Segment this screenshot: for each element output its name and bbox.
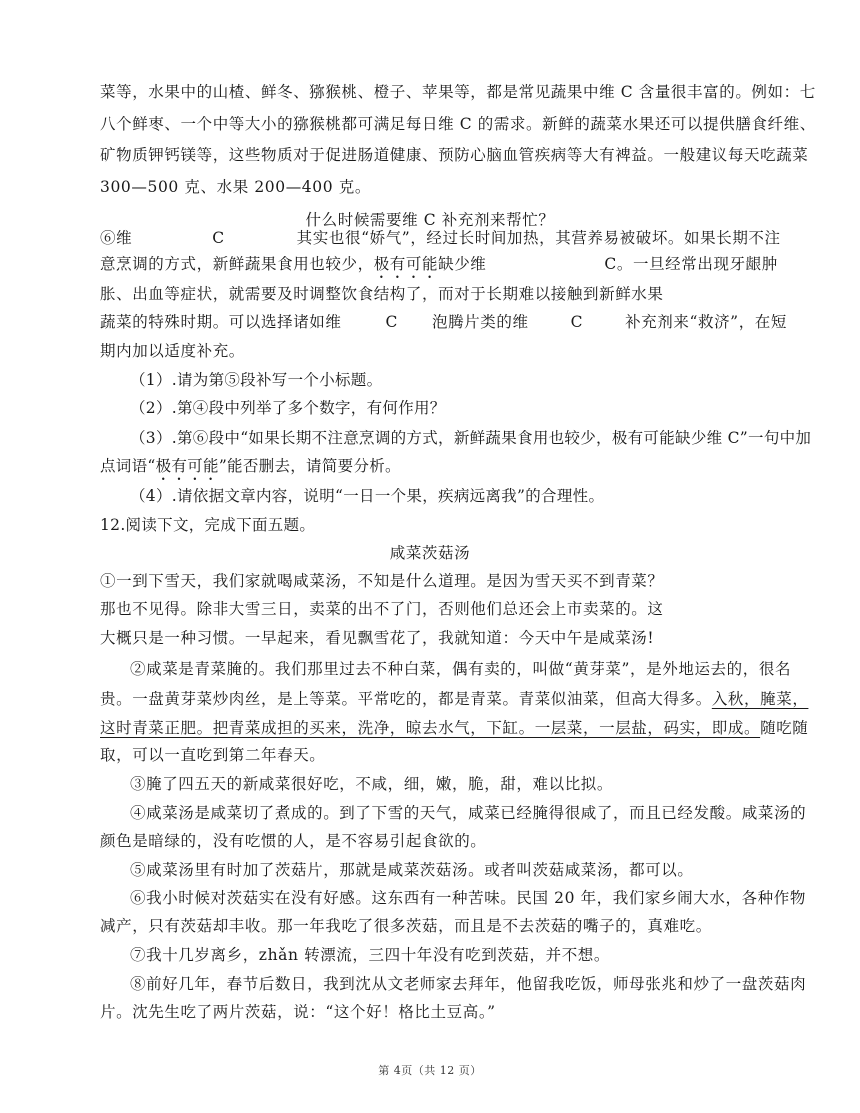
text-segment: 蔬菜的特殊时期。可以选择诸如维: [100, 313, 342, 331]
text-segment: 缺少维: [438, 255, 487, 273]
paragraph-line: ③腌了四五天的新咸菜很好吃，不咸，细，嫩，脆，甜，难以比拟。: [130, 775, 614, 793]
section-heading: 什么时候需要维 C 补充剂来帮忙？: [305, 211, 555, 229]
question-2: （2）.第④段中列举了多个数字，有何作用？: [130, 399, 446, 417]
question-12-intro: 12.阅读下文，完成下面五题。: [100, 516, 316, 534]
question-3-continued: [100, 456, 760, 484]
underlined-text: 这时青菜正肥。把青菜成担的买来，洗净，晾去水气，下缸。一层菜，一层盐，码实，即成。: [100, 719, 761, 737]
text-segment: 意烹调的方式，新鲜蔬果食用也较少，: [100, 255, 374, 273]
paragraph-line: [100, 718, 809, 738]
paragraph-line: 300—500 克、水果 200—400 克。: [100, 178, 371, 196]
text-segment: ⑥维: [100, 229, 133, 247]
paragraph-line: ②咸菜是青菜腌的。我们那里过去不种白菜，偶有卖的，叫做“黄芽菜”，是外地运去的，很名: [130, 660, 792, 678]
text-segment: C: [212, 229, 225, 247]
paragraph-line: 片。沈先生吃了两片茨菇，说：“这个好！格比土豆高。”: [100, 1003, 496, 1021]
paragraph-line: ⑧前好几年，春节后数日，我到沈从文老师家去拜年，他留我吃饭，师母张兆和炒了一盘茨菇肉: [130, 975, 807, 993]
paragraph-line: [100, 228, 781, 248]
text-segment: 点词语“: [100, 457, 156, 475]
paragraph-line: [100, 254, 778, 282]
text-segment: C: [570, 313, 584, 331]
paragraph-line: 颜色是暗绿的，没有吃惯的人，是不容易引起食欲的。: [100, 832, 487, 850]
text-segment: 泡腾片类的维: [431, 313, 529, 331]
paragraph-line: ⑦我十几岁离乡，zhǎn 转漂流，三四十年没有吃到茨菇，并不想。: [130, 946, 611, 964]
paragraph-line: [100, 689, 809, 709]
question-1: （1）.请为第⑤段补写一个小标题。: [130, 371, 383, 389]
paragraph-line: 胀、出血等症状，就需要及时调整饮食结构了，而对于长期难以接触到新鲜水果: [100, 285, 664, 303]
paragraph-line: [100, 312, 788, 332]
text-segment: C: [385, 313, 398, 331]
paragraph-line: ⑤咸菜汤里有时加了茨菇片，那就是咸菜茨菇汤。或者叫茨菇咸菜汤，都可以。: [130, 861, 694, 879]
underlined-text: 入秋，腌菜，: [711, 690, 809, 708]
emphasis-dots-text: 极有可能: [373, 255, 439, 273]
text-segment: ”能否删去，请简要分析。: [218, 457, 401, 475]
paragraph-line: ④咸菜汤是咸菜切了煮成的。到了下雪的天气，咸菜已经腌得很咸了，而且已经发酸。咸菜汤的: [130, 804, 807, 822]
paragraph-line: 减产，只有茨菇却丰收。那一年我吃了很多茨菇，而且是不去茨菇的嘴子的，真难吃。: [100, 917, 712, 935]
paragraph-line: 那也不见得。除非大雪三日，卖菜的出不了门，否则他们总还会上市卖菜的。这: [100, 600, 664, 618]
text-segment: C。一旦经常出现牙龈肿: [604, 255, 778, 273]
question-3: （3）.第⑥段中“如果长期不注意烹调的方式，新鲜蔬果食用也较少，极有可能缺少维 C”一句中加: [130, 429, 812, 447]
paragraph-line: 取，可以一直吃到第二年春天。: [100, 746, 326, 764]
text-segment: 随吃随: [760, 719, 809, 737]
text-segment: 其实也很“娇气”，经过长时间加热，其营养易被破坏。如果长期不注: [296, 229, 781, 247]
paragraph-line: ①一到下雪天，我们家就喝咸菜汤，不知是什么道理。是因为雪天买不到青菜？: [100, 572, 664, 590]
paragraph-line: 大概只是一种习惯。一早起来，看见飘雪花了，我就知道：今天中午是咸菜汤!: [100, 629, 655, 647]
paragraph-line: 八个鲜枣、一个中等大小的猕猴桃都可满足每日维 C 的需求。新鲜的蔬菜水果还可以提供膳食纤维、: [100, 115, 816, 133]
text-segment: 补充剂来“救济”，在短: [625, 313, 788, 331]
text-segment: 贵。一盘黄芽菜炒肉丝，是上等菜。平常吃的，都是青菜。青菜似油菜，但高大得多。: [100, 690, 712, 708]
emphasis-dots-text: 极有可能: [155, 457, 219, 475]
paragraph-line: 矿物质钾钙镁等，这些物质对于促进肠道健康、预防心脑血管疾病等大有裨益。一般建议每天吃蔬菜: [100, 146, 809, 164]
paragraph-line: 菜等，水果中的山楂、鲜冬、猕猴桃、橙子、苹果等，都是常见蔬果中维 C 含量很丰富的。例如：七: [100, 83, 816, 101]
article-title: 咸菜茨菇汤: [389, 544, 471, 562]
question-4: （4）.请依据文章内容，说明“一日一个果，疾病远离我”的合理性。: [130, 487, 605, 505]
paragraph-line: 期内加以适度补充。: [100, 342, 245, 360]
page-footer: 第 4页（共 12 页）: [378, 1064, 482, 1077]
paragraph-line: ⑥我小时候对茨菇实在没有好感。这东西有一种苦味。民国 20 年，我们家乡闹大水，各种作物: [130, 889, 806, 907]
